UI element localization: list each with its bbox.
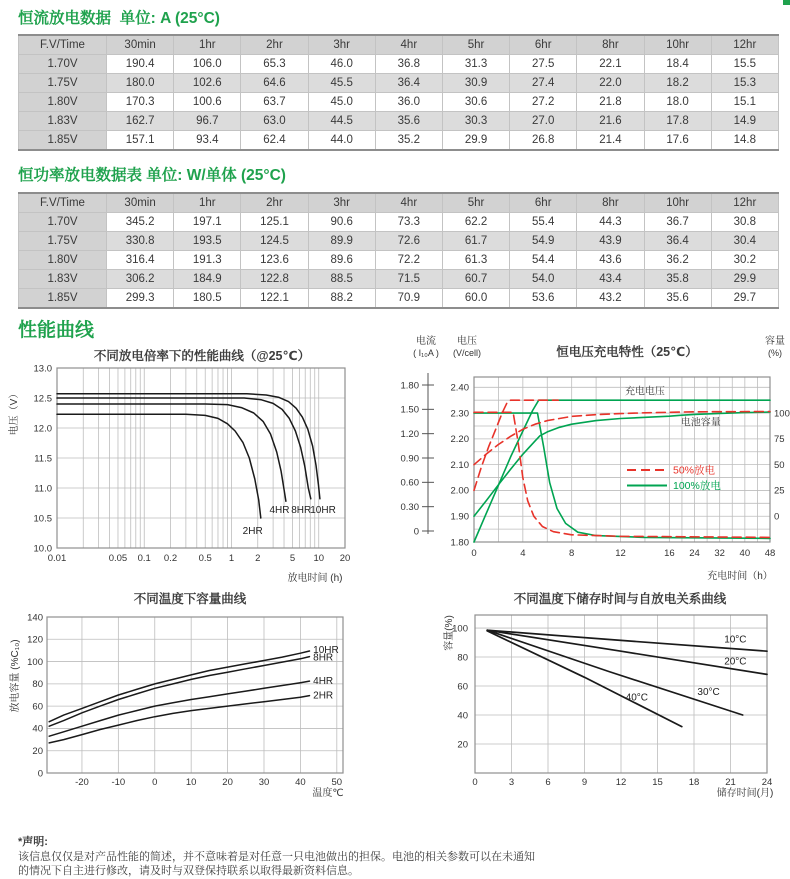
- svg-text:4HR: 4HR: [269, 505, 290, 517]
- table-cell: 93.4: [174, 131, 241, 151]
- svg-text:充电电压: 充电电压: [624, 386, 665, 398]
- svg-text:0.90: 0.90: [400, 453, 419, 465]
- table-cell: 124.5: [241, 232, 308, 251]
- table-cell: 60.0: [442, 289, 509, 309]
- svg-text:60: 60: [457, 681, 468, 693]
- svg-text:容量(%): 容量(%): [444, 615, 455, 651]
- svg-text:电压（V）: 电压（V）: [9, 388, 20, 436]
- svg-text:20: 20: [339, 553, 351, 564]
- storage-self-discharge-chart: [395, 588, 790, 830]
- table-cell: 62.4: [241, 131, 308, 151]
- svg-text:-10: -10: [111, 777, 126, 788]
- table-cell: 21.8: [577, 93, 644, 112]
- table-header-cell: 12hr: [711, 35, 778, 55]
- table-cell: 90.6: [308, 213, 375, 232]
- table-cell: 30.6: [442, 93, 509, 112]
- section-title-performance-curves: 性能曲线: [18, 320, 95, 341]
- svg-text:1: 1: [228, 553, 235, 564]
- svg-text:100: 100: [452, 623, 468, 635]
- table-cell: 197.1: [174, 213, 241, 232]
- svg-text:1.50: 1.50: [400, 404, 419, 416]
- table-cell: 44.3: [577, 213, 644, 232]
- table-cell: 26.8: [510, 131, 577, 151]
- table-header-cell: 2hr: [241, 193, 308, 213]
- svg-text:3: 3: [508, 777, 515, 788]
- svg-text:放电时间 (h): 放电时间 (h): [287, 573, 343, 584]
- table-cell: 180.0: [107, 74, 174, 93]
- svg-text:0: 0: [472, 777, 478, 788]
- disclaimer-line1: 该信息仅仅是对产品性能的简述，并不意味着是对任意一只电池做出的担保。电池的相关参数可以在未通知: [18, 850, 535, 863]
- table-header-cell: 6hr: [510, 35, 577, 55]
- svg-text:0.30: 0.30: [400, 501, 419, 513]
- table-row: [19, 251, 779, 270]
- disclaimer-heading: *声明:: [18, 836, 48, 848]
- table-cell: 36.4: [375, 74, 442, 93]
- discharge-rate-performance-chart: [10, 345, 395, 600]
- svg-text:0: 0: [774, 511, 780, 523]
- table-cell: 30.4: [711, 232, 778, 251]
- svg-text:50: 50: [774, 459, 785, 471]
- table-cell: 29.7: [711, 289, 778, 309]
- table-cell: 122.8: [241, 270, 308, 289]
- table-cell: 89.6: [308, 251, 375, 270]
- svg-text:12.5: 12.5: [33, 393, 52, 405]
- svg-text:充电时间（h）: 充电时间（h）: [707, 571, 773, 582]
- table-cell: 21.4: [577, 131, 644, 151]
- table-cell: 122.1: [241, 289, 308, 309]
- table-header-cell: 4hr: [375, 35, 442, 55]
- table-cell: 72.6: [375, 232, 442, 251]
- table-cell: 14.8: [711, 131, 778, 151]
- table-cell: 45.0: [308, 93, 375, 112]
- table-cell: 96.7: [174, 112, 241, 131]
- table-row: [19, 74, 779, 93]
- table-cell: 125.1: [241, 213, 308, 232]
- svg-text:1.90: 1.90: [450, 511, 469, 523]
- svg-text:20: 20: [222, 777, 233, 788]
- table-cell: 45.5: [308, 74, 375, 93]
- svg-text:60: 60: [32, 701, 43, 713]
- svg-text:12.0: 12.0: [33, 423, 52, 435]
- svg-text:2.30: 2.30: [450, 408, 469, 420]
- svg-text:120: 120: [27, 634, 43, 646]
- table-cell: 43.6: [577, 251, 644, 270]
- table-cell: 43.2: [577, 289, 644, 309]
- table-cell: 106.0: [174, 55, 241, 74]
- disclaimer-line2: 的情况下自主进行修改，请及时与双登保持联系以取得最新资料信息。: [18, 865, 359, 877]
- table-cell: 44.5: [308, 112, 375, 131]
- table-cell: 61.7: [442, 232, 509, 251]
- table-cell: 330.8: [107, 232, 174, 251]
- table-cell: 55.4: [510, 213, 577, 232]
- table-cell: 299.3: [107, 289, 174, 309]
- svg-text:18: 18: [688, 777, 700, 788]
- svg-text:48: 48: [764, 548, 776, 559]
- table-cell: 64.6: [241, 74, 308, 93]
- svg-text:2HR: 2HR: [313, 690, 334, 702]
- svg-text:0.5: 0.5: [198, 553, 212, 564]
- table-cell: 14.9: [711, 112, 778, 131]
- svg-text:1.80: 1.80: [400, 380, 419, 392]
- table-row: [19, 213, 779, 232]
- svg-text:( I₁₀A ): ( I₁₀A ): [413, 348, 439, 358]
- table-cell: 35.6: [375, 112, 442, 131]
- table-cell: 15.5: [711, 55, 778, 74]
- table-cell: 100.6: [174, 93, 241, 112]
- table-cell: 102.6: [174, 74, 241, 93]
- svg-text:50%放电: 50%放电: [673, 464, 716, 477]
- svg-text:1.20: 1.20: [400, 428, 419, 440]
- table-header-cell: 30min: [107, 193, 174, 213]
- svg-text:恒电压充电特性（25℃）: 恒电压充电特性（25℃）: [556, 345, 698, 359]
- table-row: [19, 232, 779, 251]
- table-row: [19, 289, 779, 309]
- row-header-cell: 1.70V: [19, 55, 107, 74]
- svg-text:30: 30: [258, 777, 270, 788]
- svg-text:100%放电: 100%放电: [673, 480, 721, 492]
- svg-text:(V/cell): (V/cell): [452, 348, 482, 358]
- svg-text:0.60: 0.60: [400, 477, 419, 489]
- table-cell: 15.3: [711, 74, 778, 93]
- table-cell: 70.9: [375, 289, 442, 309]
- table-cell: 27.4: [510, 74, 577, 93]
- svg-text:不同温度下储存时间与自放电关系曲线: 不同温度下储存时间与自放电关系曲线: [513, 592, 727, 606]
- table-header-row: [19, 35, 779, 55]
- svg-text:16: 16: [664, 548, 675, 559]
- svg-text:5: 5: [289, 553, 296, 564]
- table-cell: 170.3: [107, 93, 174, 112]
- svg-text:10°C: 10°C: [724, 634, 747, 646]
- svg-text:容量: 容量: [765, 336, 785, 347]
- svg-text:10.5: 10.5: [33, 513, 52, 525]
- row-header-cell: 1.85V: [19, 289, 107, 309]
- svg-text:80: 80: [32, 679, 43, 691]
- svg-text:11.5: 11.5: [34, 453, 52, 465]
- svg-text:10.0: 10.0: [33, 543, 52, 555]
- svg-text:不同温度下容量曲线: 不同温度下容量曲线: [133, 592, 247, 606]
- svg-text:50: 50: [331, 777, 343, 788]
- table-cell: 306.2: [107, 270, 174, 289]
- svg-text:2.00: 2.00: [450, 485, 469, 497]
- svg-text:2HR: 2HR: [242, 526, 263, 538]
- svg-text:11.0: 11.0: [34, 483, 52, 495]
- svg-text:30°C: 30°C: [697, 686, 720, 698]
- table-cell: 35.6: [644, 289, 711, 309]
- svg-text:0.01: 0.01: [47, 553, 67, 564]
- svg-text:40°C: 40°C: [625, 692, 648, 704]
- table-header-cell: 8hr: [577, 35, 644, 55]
- table-header-row: [19, 193, 779, 213]
- table-cell: 36.4: [644, 232, 711, 251]
- table-cell: 30.9: [442, 74, 509, 93]
- table-cell: 22.0: [577, 74, 644, 93]
- svg-text:9: 9: [581, 777, 588, 788]
- svg-text:0.1: 0.1: [137, 553, 151, 564]
- table-cell: 65.3: [241, 55, 308, 74]
- table-header-cell: 10hr: [644, 193, 711, 213]
- table-cell: 53.6: [510, 289, 577, 309]
- table-cell: 71.5: [375, 270, 442, 289]
- table-cell: 88.2: [308, 289, 375, 309]
- row-header-cell: 1.75V: [19, 74, 107, 93]
- table-cell: 61.3: [442, 251, 509, 270]
- row-header-cell: 1.70V: [19, 213, 107, 232]
- table-header-cell: 4hr: [375, 193, 442, 213]
- svg-text:13.0: 13.0: [33, 363, 52, 375]
- table-cell: 44.0: [308, 131, 375, 151]
- svg-text:-20: -20: [75, 777, 89, 788]
- svg-text:0: 0: [413, 526, 419, 538]
- table-cell: 31.3: [442, 55, 509, 74]
- table-header-cell: F.V/Time: [19, 193, 107, 213]
- table-cell: 180.5: [174, 289, 241, 309]
- table-cell: 36.7: [644, 213, 711, 232]
- svg-text:80: 80: [457, 652, 468, 664]
- table-cell: 63.7: [241, 93, 308, 112]
- svg-text:32: 32: [714, 548, 725, 559]
- svg-text:40: 40: [295, 777, 306, 788]
- svg-text:10HR: 10HR: [310, 505, 336, 517]
- svg-text:100: 100: [27, 656, 43, 668]
- table-cell: 30.2: [711, 251, 778, 270]
- table-cell: 17.6: [644, 131, 711, 151]
- svg-text:40: 40: [457, 710, 468, 722]
- table-cell: 27.0: [510, 112, 577, 131]
- svg-text:温度℃: 温度℃: [312, 788, 344, 799]
- table-cell: 157.1: [107, 131, 174, 151]
- table-cell: 43.9: [577, 232, 644, 251]
- table-header-cell: 3hr: [308, 193, 375, 213]
- row-header-cell: 1.80V: [19, 93, 107, 112]
- svg-text:2.10: 2.10: [450, 459, 469, 471]
- svg-text:25: 25: [774, 485, 785, 497]
- row-header-cell: 1.75V: [19, 232, 107, 251]
- table-row: [19, 112, 779, 131]
- row-header-cell: 1.85V: [19, 131, 107, 151]
- svg-text:1.80: 1.80: [450, 537, 469, 549]
- capacity-vs-temperature-chart: [10, 588, 395, 830]
- svg-text:6: 6: [545, 777, 551, 788]
- table-cell: 36.8: [375, 55, 442, 74]
- svg-text:放电容量 (%C₁₀): 放电容量 (%C₁₀): [10, 639, 21, 713]
- table-header-cell: 8hr: [577, 193, 644, 213]
- table-cell: 62.2: [442, 213, 509, 232]
- svg-text:4HR: 4HR: [313, 676, 334, 688]
- table-cell: 22.1: [577, 55, 644, 74]
- table-header-cell: 5hr: [442, 193, 509, 213]
- table-cell: 27.2: [510, 93, 577, 112]
- svg-text:10: 10: [313, 553, 325, 564]
- svg-text:20: 20: [457, 739, 468, 751]
- svg-text:40: 40: [32, 723, 43, 735]
- table-cell: 21.6: [577, 112, 644, 131]
- table-row: [19, 270, 779, 289]
- table-row: [19, 55, 779, 74]
- svg-text:2.20: 2.20: [450, 434, 469, 446]
- svg-text:4: 4: [520, 548, 526, 559]
- table-cell: 29.9: [442, 131, 509, 151]
- table-cell: 18.4: [644, 55, 711, 74]
- table-header-cell: 10hr: [644, 35, 711, 55]
- svg-text:20: 20: [32, 746, 43, 758]
- table-cell: 88.5: [308, 270, 375, 289]
- constant-voltage-charge-chart: [395, 332, 790, 600]
- svg-text:0.05: 0.05: [108, 553, 128, 564]
- table-cell: 36.2: [644, 251, 711, 270]
- table-header-cell: 2hr: [241, 35, 308, 55]
- svg-text:21: 21: [725, 777, 736, 788]
- svg-text:40: 40: [739, 548, 751, 559]
- row-header-cell: 1.80V: [19, 251, 107, 270]
- svg-text:2.40: 2.40: [450, 382, 469, 394]
- constant-power-table: [18, 192, 779, 309]
- table-header-cell: 5hr: [442, 35, 509, 55]
- svg-text:20°C: 20°C: [724, 656, 747, 668]
- svg-text:电池容量: 电池容量: [680, 417, 721, 429]
- table-cell: 54.4: [510, 251, 577, 270]
- svg-text:(%): (%): [768, 348, 782, 358]
- table-cell: 89.9: [308, 232, 375, 251]
- table-cell: 30.8: [711, 213, 778, 232]
- svg-text:12: 12: [615, 548, 626, 559]
- table-cell: 63.0: [241, 112, 308, 131]
- table-cell: 345.2: [107, 213, 174, 232]
- table-cell: 46.0: [308, 55, 375, 74]
- table-cell: 18.0: [644, 93, 711, 112]
- table-cell: 123.6: [241, 251, 308, 270]
- table-cell: 73.3: [375, 213, 442, 232]
- table-cell: 162.7: [107, 112, 174, 131]
- table-cell: 72.2: [375, 251, 442, 270]
- svg-text:0: 0: [37, 768, 43, 780]
- disclaimer: [18, 835, 618, 879]
- table-cell: 15.1: [711, 93, 778, 112]
- svg-text:电压: 电压: [457, 336, 477, 347]
- table-cell: 30.3: [442, 112, 509, 131]
- table-header-cell: 30min: [107, 35, 174, 55]
- section-title-constant-current: 恒流放电数据 单位: A (25°C): [18, 10, 220, 27]
- svg-text:0: 0: [471, 548, 477, 559]
- svg-text:100: 100: [774, 408, 790, 420]
- table-cell: 18.2: [644, 74, 711, 93]
- section-title-constant-power: 恒功率放电数据表 单位: W/单体 (25°C): [18, 167, 286, 184]
- svg-text:10: 10: [185, 777, 197, 788]
- svg-text:2: 2: [255, 553, 261, 564]
- svg-text:不同放电倍率下的性能曲线（@25℃）: 不同放电倍率下的性能曲线（@25℃）: [93, 349, 311, 363]
- svg-text:15: 15: [652, 777, 663, 788]
- row-header-cell: 1.83V: [19, 112, 107, 131]
- svg-text:8: 8: [569, 548, 575, 559]
- svg-text:0.2: 0.2: [163, 553, 178, 564]
- table-cell: 54.0: [510, 270, 577, 289]
- table-cell: 190.4: [107, 55, 174, 74]
- table-cell: 29.9: [711, 270, 778, 289]
- table-cell: 193.5: [174, 232, 241, 251]
- table-cell: 316.4: [107, 251, 174, 270]
- svg-text:8HR: 8HR: [291, 505, 312, 517]
- row-header-cell: 1.83V: [19, 270, 107, 289]
- table-header-cell: 3hr: [308, 35, 375, 55]
- table-cell: 27.5: [510, 55, 577, 74]
- svg-text:75: 75: [774, 434, 785, 446]
- table-header-cell: 1hr: [174, 35, 241, 55]
- table-cell: 43.4: [577, 270, 644, 289]
- constant-current-table: [18, 34, 779, 151]
- table-cell: 54.9: [510, 232, 577, 251]
- table-header-cell: 1hr: [174, 193, 241, 213]
- svg-text:140: 140: [27, 612, 43, 624]
- svg-text:12: 12: [615, 777, 627, 788]
- table-header-cell: 6hr: [510, 193, 577, 213]
- table-header-cell: 12hr: [711, 193, 778, 213]
- table-header-cell: F.V/Time: [19, 35, 107, 55]
- svg-text:电流: 电流: [416, 336, 436, 347]
- svg-text:8HR: 8HR: [313, 652, 334, 664]
- table-cell: 184.9: [174, 270, 241, 289]
- corner-accent-mark: [783, 0, 790, 5]
- table-cell: 191.3: [174, 251, 241, 270]
- svg-text:24: 24: [689, 548, 700, 559]
- table-row: [19, 93, 779, 112]
- table-cell: 35.2: [375, 131, 442, 151]
- table-cell: 60.7: [442, 270, 509, 289]
- table-row: [19, 131, 779, 151]
- svg-text:24: 24: [761, 777, 773, 788]
- svg-text:储存时间(月): 储存时间(月): [716, 788, 774, 799]
- table-cell: 17.8: [644, 112, 711, 131]
- table-cell: 36.0: [375, 93, 442, 112]
- svg-text:0: 0: [152, 777, 158, 788]
- svg-text:10HR: 10HR: [313, 644, 339, 656]
- table-cell: 35.8: [644, 270, 711, 289]
